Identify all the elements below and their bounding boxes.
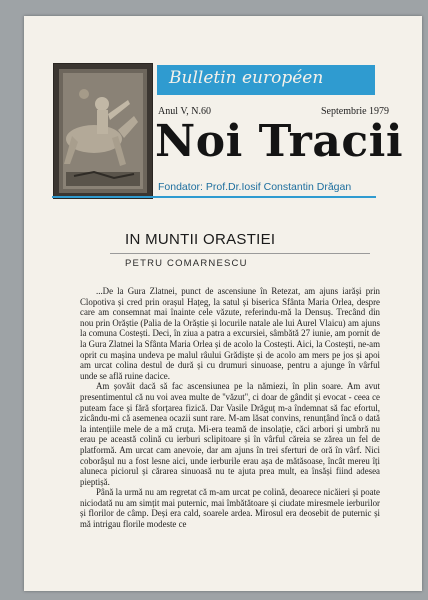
article-paragraph: Am șovăit dacă să fac ascensiunea pe la nămiezi, în plin soare. Am avut presentimentul că nu voi avea multe de ''văzut'', ci doar de gândit și evocat - ceea ce puteam face și fără sforțarea fizică. Dar Vasile Drăguț m-a îndemnat să fac efortul, zicându-mi că asemenea ocazii sunt rare. M-am lăsat convins, renunțând încă o dată la intențiile mele de a mă cruța. Mi-era teamă de insolație, căci arbori și umbră nu erau pe această colină cu ierburi sclipitoare și în vârful căreia se zărea un fel de platformă. Am urcat cam anevoie, dar am ajuns în trei sferturi de oră în vârf. Nici coborâșul nu a fost lesne aici, unde ierburile erau așa de mătăsoase, încât mereu îți aluneca piciorul și cărarea sinuoasă nu te ajuta prea mult, ea însăși fiind adesea pieptișă. <box>80 381 380 487</box>
horseman-relief-picture <box>54 64 152 198</box>
article-paragraph: Până la urmă nu am regretat că m-am urcat pe colină, deoarece nicăieri și poate niciodată nu am simțit mai puternic, mai îmbătătoare și ciudate miresmele ierburilor și florilor de câmp. Deși era cald, soarele ardea. Mirosul era deosebit de puternic și mă intrigau florile modeste ce <box>80 487 380 530</box>
masthead-title: Noi Tracii <box>155 116 404 167</box>
bulletin-banner <box>157 65 375 95</box>
article-author: PETRU COMARNESCU <box>125 258 248 269</box>
article-body <box>80 286 380 530</box>
article-title: IN MUNTII ORASTIEI <box>125 231 276 248</box>
issue-number: Anul V, N.60 <box>158 106 211 117</box>
issue-date: Septembrie 1979 <box>321 106 390 117</box>
title-underline <box>110 253 370 254</box>
founder-line: Fondator: Prof.Dr.Iosif Constantin Drăgan <box>158 181 352 193</box>
banner-title: Bulletin européen <box>169 68 324 88</box>
article-paragraph: ...De la Gura Zlatnei, punct de ascensiune în Retezat, am ajuns iarăși prin Clopotiva și cred prin orașul Hațeg, la satul și biserica Sfânta Maria Orlea, despre care am consemnat mai înainte cele văzute, referindu-mă la Densuș. Trecând din nou prin Orăștie (Palia de la Orăștie și locurile natale ale lui Aurel Vlaicu) am ajuns la comuna Costești. Deci, în ziua a patra a excursiei, sâmbătă 27 iunie, am pornit de la Gura Zlatnei la Sfânta Maria Orlea și de acolo la Costești. Aici, la Costești, ne-am oprit cu mașina undeva pe malul râului Grădiște și de acolo am mers pe jos și apoi am urcat colina destul de dură și cu drumuri sinuoase, pentru a ajunge în vârful unde se află ruine dacice. <box>80 286 380 381</box>
dacian-relief-image <box>53 63 153 199</box>
header-divider <box>52 196 376 198</box>
bulletin-page <box>24 16 422 591</box>
